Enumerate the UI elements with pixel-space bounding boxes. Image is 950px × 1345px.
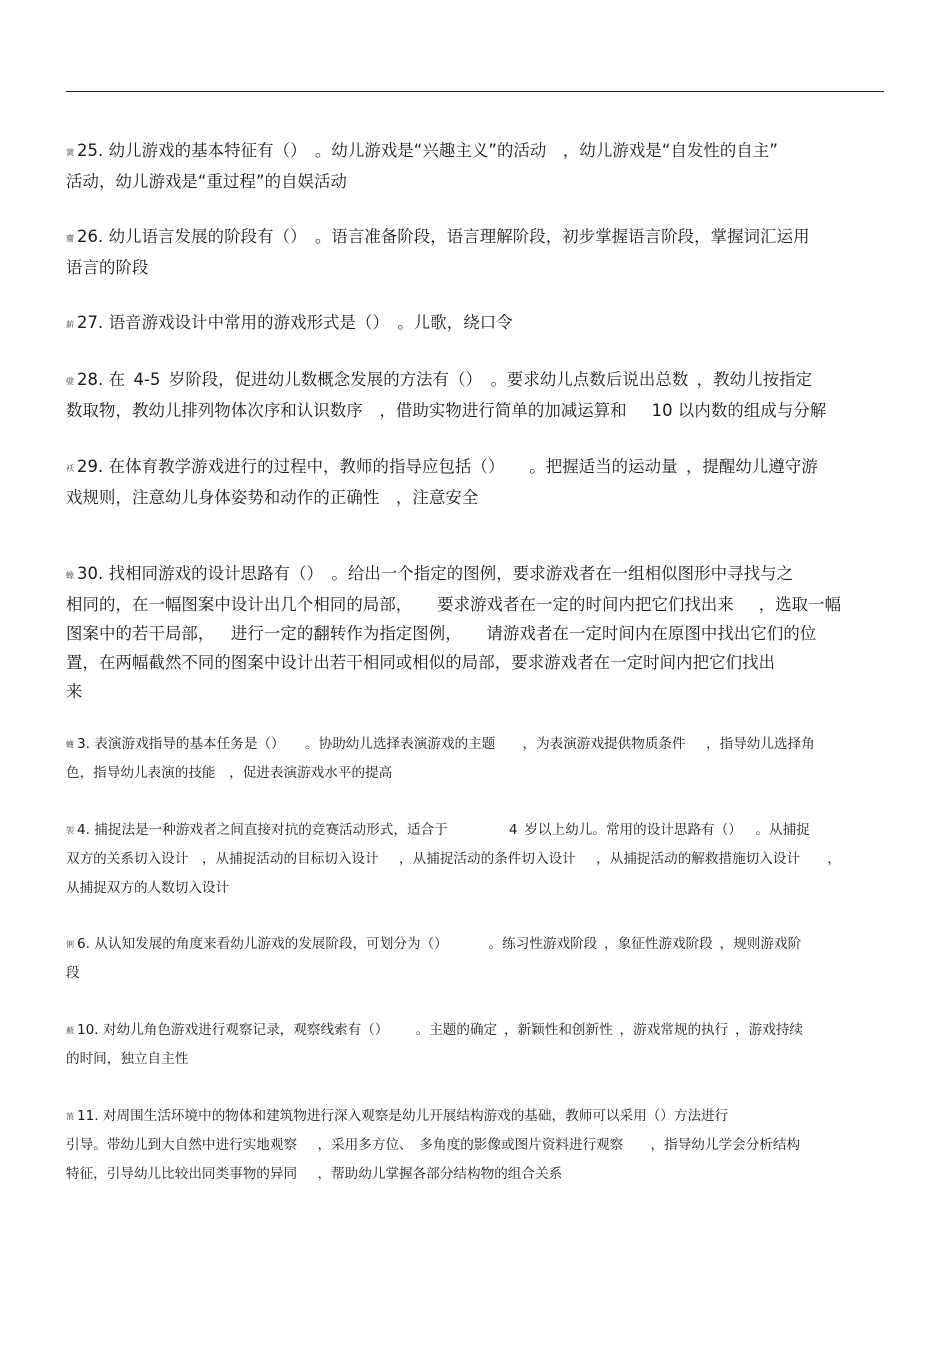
item-line: 数取物，教幼儿排列物体次序和认识数序 ，借助实物进行简单的加减运算和 10 以内数的组成与分解 [66, 401, 827, 420]
item-line: 置，在两幅截然不同的图案中设计出若干相同或相似的局部，要求游戏者在一定时间内把它们找出 [66, 653, 776, 672]
item-4 [66, 816, 886, 903]
item-line: 相同的，在一幅图案中设计出几个相同的局部， 要求游戏者在一定的时间内把它们找出来 ，选取一幅 [66, 595, 842, 614]
item-line: 的时间，独立自主性 [66, 1051, 189, 1067]
item-line: 语言的阶段 [66, 258, 149, 277]
item-line: 袈 4. 捕捉法是一种游戏者之间直接对抗的竞赛活动形式，适合于 4 岁以上幼儿。常用的设计思路有（） 。从捕捉 [66, 822, 810, 838]
item-line: 嬖 28. 在 4-5 岁阶段，促进幼儿数概念发展的方法有（） 。要求幼儿点数后说出总数 ，教幼儿按指定 [66, 370, 813, 389]
item-line: 图案中的若干局部， 进行一定的翻转作为指定图例， 请游戏者在一定时间内在原图中找出它们的位 [66, 624, 817, 643]
margin-mark: 蟓 [66, 571, 73, 580]
item-line: 双方的关系切入设计 ，从捕捉活动的目标切入设计 ，从捕捉活动的条件切入设计 ，从捕捉活动的解救措施切入设计 ， [66, 851, 841, 867]
margin-mark: 袈 [66, 826, 73, 835]
margin-mark: 蠖 [66, 740, 73, 749]
item-line: 蔽 10. 对幼儿角色游戏进行观察记录，观察线索有（） 。主题的确定 ，新颖性和创新性 ，游戏常规的执行 ，游戏持续 [66, 1022, 804, 1038]
margin-mark: 蒗 [66, 1112, 73, 1121]
item-line: 蒗 11. 对周围生活环境中的物体和建筑物进行深入观察是幼儿开展结构游戏的基础，教师可以采用（）方法进行 [66, 1108, 729, 1124]
item-28 [66, 365, 886, 425]
margin-mark: 俐 [66, 940, 73, 949]
margin-mark: 嬖 [66, 377, 73, 386]
item-line: 来 [66, 682, 83, 701]
item-line: 蠖 3. 表演游戏指导的基本任务是（） 。协助幼儿选择表演游戏的主题 ，为表演游戏提供物质条件 ，指导幼儿选择角 [66, 736, 815, 752]
item-26 [66, 222, 886, 282]
item-line: 黉 25. 幼儿游戏的基本特征有（） 。幼儿游戏是“兴趣主义”的活动 ，幼儿游戏是“自发性的自主” [66, 141, 778, 160]
item-line: 引导。带幼儿到大自然中进行实地观察 ，采用多方位、 多角度的影像或图片资料进行观察 ，指导幼儿学会分析结构 [66, 1137, 801, 1153]
item-27 [66, 308, 886, 339]
item-line: 袄 29. 在体育教学游戏进行的过程中，教师的指导应包括（） 。把握适当的运动量 ，提醒幼儿遵守游 [66, 457, 818, 476]
item-line: 俐 6. 从认知发展的角度来看幼儿游戏的发展阶段，可划分为（） 。练习性游戏阶段 ，象征性游戏阶段 ，规则游戏阶 [66, 936, 802, 952]
item-25 [66, 136, 886, 196]
item-line: 蟓 30. 找相同游戏的设计思路有（） 。给出一个指定的图例，要求游戏者在一组相似图形中寻找与之 [66, 564, 794, 583]
item-10 [66, 1016, 886, 1074]
item-line: 色，指导幼儿表演的技能 ，促进表演游戏水平的提高 [66, 765, 393, 781]
margin-mark: 袄 [66, 464, 73, 473]
item-line: 特征，引导幼儿比较出同类事物的异同 ，帮助幼儿掌握各部分结构物的组合关系 [66, 1166, 563, 1182]
item-3 [66, 730, 886, 788]
item-line: 戏规则，注意幼儿身体姿势和动作的正确性 ，注意安全 [66, 488, 479, 507]
item-6 [66, 930, 886, 988]
margin-mark: 蔽 [66, 1026, 73, 1035]
item-line: 段 [66, 965, 80, 981]
item-line: 齏 26. 幼儿语言发展的阶段有（） 。语言准备阶段，语言理解阶段，初步掌握语言阶段，掌握词汇运用 [66, 227, 810, 246]
margin-mark: 齏 [66, 234, 73, 243]
item-30 [66, 559, 886, 706]
item-line: 薪 27. 语音游戏设计中常用的游戏形式是（） 。儿歌，绕口令 [66, 313, 513, 332]
header-rule [66, 91, 884, 92]
item-line: 从捕捉双方的人数切入设计 [66, 880, 230, 896]
item-29 [66, 452, 886, 512]
margin-mark: 黉 [66, 148, 73, 157]
margin-mark: 薪 [66, 320, 73, 329]
item-line: 活动，幼儿游戏是“重过程”的自娱活动 [66, 172, 348, 191]
item-11 [66, 1102, 886, 1189]
